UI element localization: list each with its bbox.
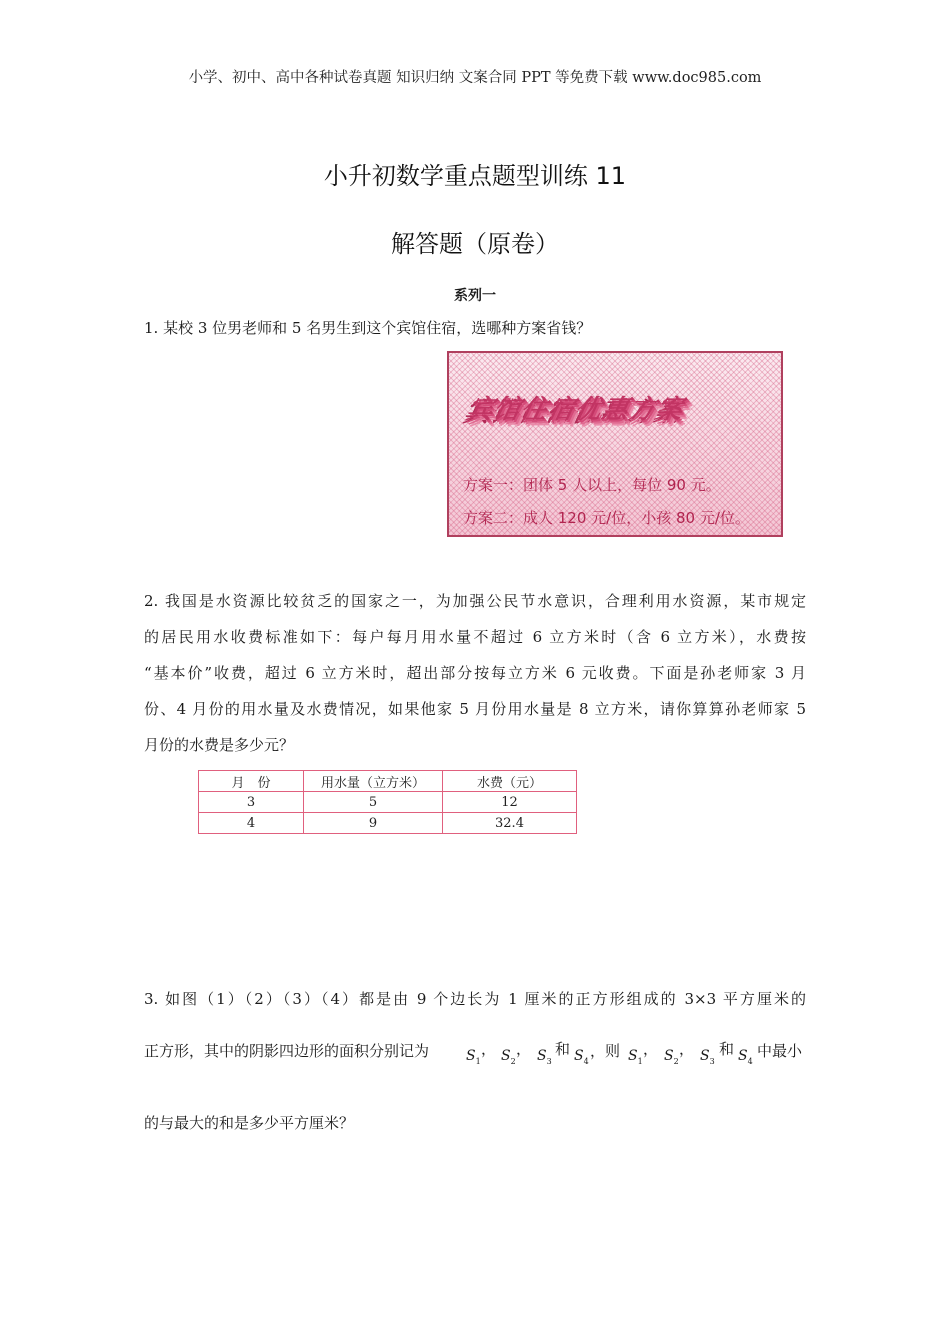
s-index: 2	[510, 1057, 516, 1066]
s2-symbol	[664, 1048, 679, 1066]
table-cell: 3	[199, 792, 304, 813]
s3-symbol	[700, 1048, 715, 1066]
comma: ，	[643, 1040, 659, 1058]
s-letter: S	[700, 1048, 710, 1064]
plan-one: 方案一：团体 5 人以上，每位 90 元。	[463, 476, 721, 494]
s4-symbol	[738, 1048, 753, 1066]
s-letter: S	[738, 1048, 748, 1064]
series-heading: 系列一	[454, 288, 496, 304]
table-row	[199, 792, 577, 813]
s-index: 3	[546, 1057, 552, 1066]
table-cell: 5	[304, 792, 443, 813]
question-2-line: 份、4 月份的用水量及水费情况，如果他家 5 月份用水量是 8 立方米，请你算算孙老师家 5	[144, 700, 806, 718]
s-letter: S	[574, 1048, 584, 1064]
s-letter: S	[537, 1048, 547, 1064]
question-2-line: 月份的水费是多少元？	[144, 736, 295, 754]
s-index: 3	[709, 1057, 715, 1066]
table-header-cell: 水费（元）	[443, 771, 577, 792]
table-header-cell: 月 份	[199, 771, 304, 792]
s-letter: S	[501, 1048, 511, 1064]
s-index: 1	[637, 1057, 643, 1066]
s-index: 4	[747, 1057, 753, 1066]
table-header-row	[199, 771, 577, 792]
comma: ，	[516, 1040, 532, 1058]
then-word: ，则	[590, 1042, 621, 1060]
s-letter: S	[466, 1048, 476, 1064]
comma: ，	[481, 1040, 497, 1058]
table-cell: 32.4	[443, 813, 577, 834]
s1-symbol	[466, 1048, 481, 1066]
hotel-offer-image	[447, 351, 783, 537]
comma: ，	[679, 1040, 695, 1058]
question-2-line: 2. 我国是水资源比较贫乏的国家之一，为加强公民节水意识，合理利用水资源，某市规定	[144, 592, 806, 610]
page-header: 小学、初中、高中各种试卷真题 知识归纳 文案合同 PPT 等免费下载 www.doc985.com	[188, 70, 762, 86]
and-word: 和	[719, 1040, 735, 1058]
s2-symbol	[501, 1048, 516, 1066]
plan-two: 方案二：成人 120 元/位，小孩 80 元/位。	[463, 509, 750, 527]
s-letter: S	[664, 1048, 674, 1064]
hotel-offer-title: 宾馆住宿优惠方案	[463, 395, 687, 425]
page-subtitle: 解答题（原卷）	[391, 230, 559, 258]
s4-symbol	[574, 1048, 589, 1066]
s-index: 1	[475, 1057, 481, 1066]
s-index: 4	[583, 1057, 589, 1066]
question-2-line: 的居民用水收费标准如下：每户每月用水量不超过 6 立方米时（含 6 立方米），水费按	[144, 628, 806, 646]
table-row	[199, 813, 577, 834]
question-1-text: 1. 某校 3 位男老师和 5 名男生到这个宾馆住宿，选哪种方案省钱？	[144, 319, 592, 337]
table-header-cell: 用水量（立方米）	[304, 771, 443, 792]
question-3-tail: 中最小	[757, 1042, 803, 1060]
and-word: 和	[555, 1040, 571, 1058]
s-letter: S	[628, 1048, 638, 1064]
question-3-line: 的与最大的和是多少平方厘米？	[144, 1114, 355, 1132]
question-3-line: 正方形，其中的阴影四边形的面积分别记为	[144, 1042, 430, 1060]
table-cell: 9	[304, 813, 443, 834]
s1-symbol	[628, 1048, 643, 1066]
page-title: 小升初数学重点题型训练 11	[323, 162, 627, 190]
table-cell: 4	[199, 813, 304, 834]
water-usage-table	[198, 770, 577, 834]
question-3	[144, 988, 806, 1132]
question-2-line: “基本价”收费，超过 6 立方米时，超出部分按每立方米 6 元收费。下面是孙老师家 3 月	[144, 664, 806, 682]
table-cell: 12	[443, 792, 577, 813]
question-2	[144, 590, 806, 760]
s3-symbol	[537, 1048, 552, 1066]
question-3-line: 3. 如图（1）（2）（3）（4）都是由 9 个边长为 1 厘米的正方形组成的 3×3 平方厘米的	[144, 990, 806, 1008]
s-index: 2	[673, 1057, 679, 1066]
